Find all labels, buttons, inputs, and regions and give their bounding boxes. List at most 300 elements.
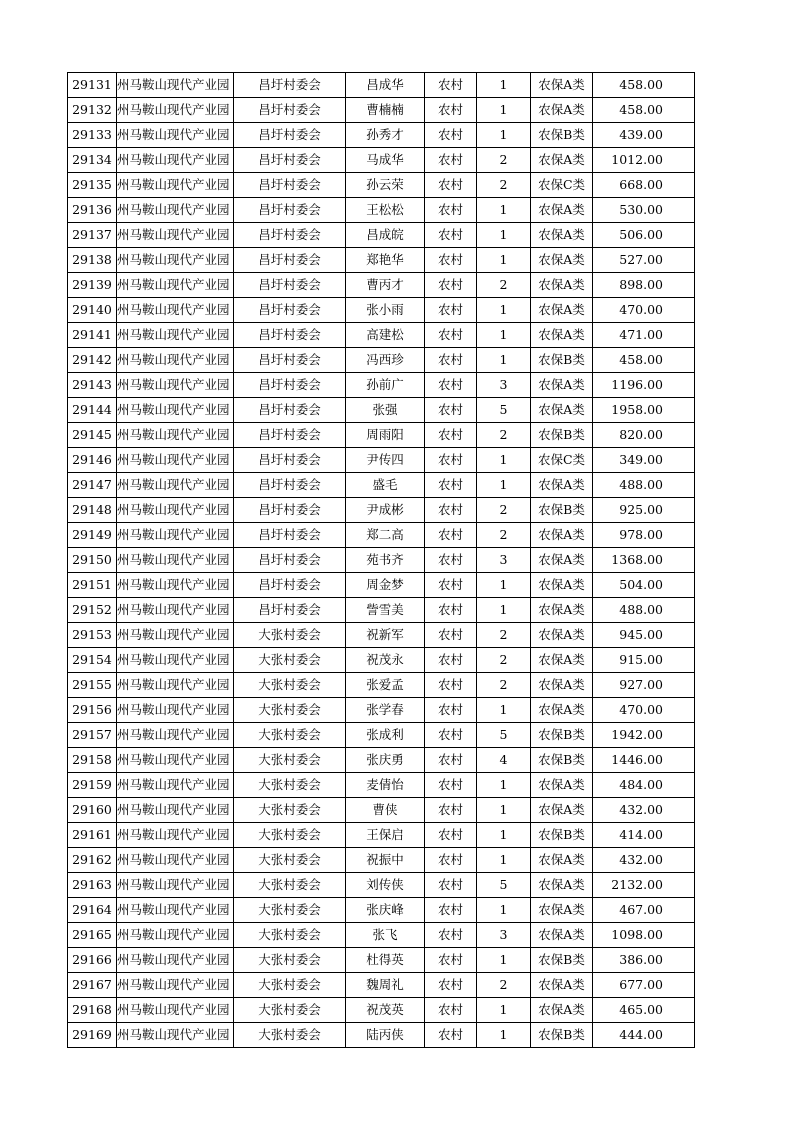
insurance-type-cell: 农保A类	[531, 673, 593, 698]
table-row	[68, 73, 695, 98]
park-name-text: 州马鞍山现代产业园	[117, 452, 230, 467]
table-row	[68, 748, 695, 773]
park-name-text: 州马鞍山现代产业园	[117, 727, 230, 742]
village-committee-cell: 昌圩村委会	[234, 423, 346, 448]
person-name-cell: 祝振中	[346, 848, 425, 873]
amount-cell: 432.00	[593, 798, 695, 823]
village-committee-cell: 大张村委会	[234, 723, 346, 748]
village-committee-cell: 昌圩村委会	[234, 73, 346, 98]
table-row	[68, 998, 695, 1023]
person-name-cell: 张飞	[346, 923, 425, 948]
area-type-cell: 农村	[425, 823, 477, 848]
village-committee-cell: 大张村委会	[234, 698, 346, 723]
amount-cell: 1196.00	[593, 373, 695, 398]
insurance-type-cell: 农保C类	[531, 173, 593, 198]
park-name-cell	[117, 548, 234, 573]
park-name-text: 州马鞍山现代产业园	[117, 602, 230, 617]
table-row	[68, 698, 695, 723]
amount-cell: 504.00	[593, 573, 695, 598]
household-count-cell: 1	[477, 348, 531, 373]
person-name-cell: 周雨阳	[346, 423, 425, 448]
household-count-cell: 2	[477, 523, 531, 548]
record-id-cell: 29140	[68, 298, 117, 323]
area-type-cell: 农村	[425, 973, 477, 998]
park-name-text: 州马鞍山现代产业园	[117, 852, 230, 867]
table-row	[68, 373, 695, 398]
village-committee-cell: 昌圩村委会	[234, 173, 346, 198]
table-row	[68, 498, 695, 523]
record-id-cell: 29146	[68, 448, 117, 473]
area-type-cell: 农村	[425, 1023, 477, 1048]
village-committee-cell: 大张村委会	[234, 773, 346, 798]
record-id-cell: 29144	[68, 398, 117, 423]
insurance-type-cell: 农保A类	[531, 798, 593, 823]
household-count-cell: 1	[477, 73, 531, 98]
table-row	[68, 798, 695, 823]
record-id-cell: 29150	[68, 548, 117, 573]
record-id-cell: 29139	[68, 273, 117, 298]
park-name-cell	[117, 623, 234, 648]
village-committee-cell: 大张村委会	[234, 748, 346, 773]
park-name-cell	[117, 423, 234, 448]
household-count-cell: 1	[477, 323, 531, 348]
village-committee-cell: 昌圩村委会	[234, 198, 346, 223]
park-name-text: 州马鞍山现代产业园	[117, 427, 230, 442]
table-row	[68, 148, 695, 173]
amount-cell: 444.00	[593, 1023, 695, 1048]
person-name-cell: 訾雪美	[346, 598, 425, 623]
amount-cell: 465.00	[593, 998, 695, 1023]
table-row	[68, 673, 695, 698]
insurance-type-cell: 农保A类	[531, 198, 593, 223]
record-id-cell: 29152	[68, 598, 117, 623]
table-row	[68, 648, 695, 673]
amount-cell: 820.00	[593, 423, 695, 448]
village-committee-cell: 昌圩村委会	[234, 523, 346, 548]
park-name-cell	[117, 323, 234, 348]
amount-cell: 414.00	[593, 823, 695, 848]
park-name-text: 州马鞍山现代产业园	[117, 202, 230, 217]
person-name-cell: 曹楠楠	[346, 98, 425, 123]
person-name-cell: 尹传四	[346, 448, 425, 473]
record-id-cell: 29154	[68, 648, 117, 673]
person-name-cell: 张成利	[346, 723, 425, 748]
person-name-cell: 孙秀才	[346, 123, 425, 148]
person-name-cell: 盛毛	[346, 473, 425, 498]
park-name-text: 州马鞍山现代产业园	[117, 952, 230, 967]
household-count-cell: 1	[477, 123, 531, 148]
insurance-type-cell: 农保A类	[531, 998, 593, 1023]
insurance-type-cell: 农保A类	[531, 648, 593, 673]
person-name-cell: 祝新军	[346, 623, 425, 648]
amount-cell: 471.00	[593, 323, 695, 348]
park-name-cell	[117, 798, 234, 823]
amount-cell: 668.00	[593, 173, 695, 198]
park-name-cell	[117, 723, 234, 748]
amount-cell: 432.00	[593, 848, 695, 873]
household-count-cell: 1	[477, 823, 531, 848]
amount-cell: 488.00	[593, 473, 695, 498]
household-count-cell: 1	[477, 573, 531, 598]
area-type-cell: 农村	[425, 473, 477, 498]
insurance-type-cell: 农保A类	[531, 523, 593, 548]
village-committee-cell: 大张村委会	[234, 823, 346, 848]
village-committee-cell: 昌圩村委会	[234, 148, 346, 173]
record-id-cell: 29142	[68, 348, 117, 373]
park-name-text: 州马鞍山现代产业园	[117, 752, 230, 767]
person-name-cell: 高建松	[346, 323, 425, 348]
park-name-text: 州马鞍山现代产业园	[117, 152, 230, 167]
record-id-cell: 29161	[68, 823, 117, 848]
area-type-cell: 农村	[425, 98, 477, 123]
area-type-cell: 农村	[425, 673, 477, 698]
area-type-cell: 农村	[425, 598, 477, 623]
park-name-text: 州马鞍山现代产业园	[117, 927, 230, 942]
park-name-text: 州马鞍山现代产业园	[117, 777, 230, 792]
table-row	[68, 123, 695, 148]
person-name-cell: 杜得英	[346, 948, 425, 973]
park-name-text: 州马鞍山现代产业园	[117, 902, 230, 917]
park-name-text: 州马鞍山现代产业园	[117, 227, 230, 242]
household-count-cell: 1	[477, 248, 531, 273]
village-committee-cell: 大张村委会	[234, 923, 346, 948]
village-committee-cell: 大张村委会	[234, 898, 346, 923]
area-type-cell: 农村	[425, 423, 477, 448]
amount-cell: 898.00	[593, 273, 695, 298]
park-name-cell	[117, 498, 234, 523]
area-type-cell: 农村	[425, 948, 477, 973]
amount-cell: 1958.00	[593, 398, 695, 423]
insurance-type-cell: 农保A类	[531, 73, 593, 98]
person-name-cell: 祝茂英	[346, 998, 425, 1023]
insurance-type-cell: 农保B类	[531, 348, 593, 373]
record-id-cell: 29132	[68, 98, 117, 123]
park-name-text: 州马鞍山现代产业园	[117, 977, 230, 992]
amount-cell: 927.00	[593, 673, 695, 698]
park-name-cell	[117, 1023, 234, 1048]
table-row	[68, 473, 695, 498]
area-type-cell: 农村	[425, 898, 477, 923]
park-name-text: 州马鞍山现代产业园	[117, 577, 230, 592]
insurance-type-cell: 农保A类	[531, 623, 593, 648]
village-committee-cell: 昌圩村委会	[234, 448, 346, 473]
record-id-cell: 29158	[68, 748, 117, 773]
park-name-cell	[117, 948, 234, 973]
park-name-cell	[117, 873, 234, 898]
household-count-cell: 5	[477, 723, 531, 748]
area-type-cell: 农村	[425, 373, 477, 398]
record-id-cell: 29145	[68, 423, 117, 448]
person-name-cell: 郑二高	[346, 523, 425, 548]
household-count-cell: 1	[477, 298, 531, 323]
amount-cell: 1012.00	[593, 148, 695, 173]
record-id-cell: 29160	[68, 798, 117, 823]
park-name-cell	[117, 273, 234, 298]
park-name-text: 州马鞍山现代产业园	[117, 77, 230, 92]
person-name-cell: 苑书齐	[346, 548, 425, 573]
insurance-type-cell: 农保B类	[531, 748, 593, 773]
park-name-cell	[117, 223, 234, 248]
record-id-cell: 29166	[68, 948, 117, 973]
amount-cell: 458.00	[593, 348, 695, 373]
village-committee-cell: 昌圩村委会	[234, 323, 346, 348]
park-name-cell	[117, 73, 234, 98]
village-committee-cell: 大张村委会	[234, 673, 346, 698]
amount-cell: 470.00	[593, 698, 695, 723]
area-type-cell: 农村	[425, 198, 477, 223]
amount-cell: 527.00	[593, 248, 695, 273]
insurance-type-cell: 农保C类	[531, 448, 593, 473]
park-name-cell	[117, 923, 234, 948]
insurance-type-cell: 农保A类	[531, 573, 593, 598]
household-count-cell: 5	[477, 873, 531, 898]
household-count-cell: 1	[477, 848, 531, 873]
park-name-cell	[117, 198, 234, 223]
park-name-text: 州马鞍山现代产业园	[117, 277, 230, 292]
table-row	[68, 773, 695, 798]
amount-cell: 386.00	[593, 948, 695, 973]
person-name-cell: 孙云荣	[346, 173, 425, 198]
record-id-cell: 29164	[68, 898, 117, 923]
area-type-cell: 农村	[425, 223, 477, 248]
household-count-cell: 1	[477, 1023, 531, 1048]
park-name-cell	[117, 123, 234, 148]
person-name-cell: 曹侠	[346, 798, 425, 823]
amount-cell: 439.00	[593, 123, 695, 148]
table-row	[68, 423, 695, 448]
record-id-cell: 29157	[68, 723, 117, 748]
household-count-cell: 5	[477, 398, 531, 423]
table-row	[68, 948, 695, 973]
person-name-cell: 马成华	[346, 148, 425, 173]
park-name-cell	[117, 973, 234, 998]
insurance-type-cell: 农保A类	[531, 598, 593, 623]
insurance-type-cell: 农保B类	[531, 123, 593, 148]
household-count-cell: 1	[477, 998, 531, 1023]
record-id-cell: 29167	[68, 973, 117, 998]
amount-cell: 484.00	[593, 773, 695, 798]
household-count-cell: 2	[477, 973, 531, 998]
table-row	[68, 923, 695, 948]
table-row	[68, 848, 695, 873]
insurance-type-cell: 农保B类	[531, 948, 593, 973]
person-name-cell: 周金梦	[346, 573, 425, 598]
record-id-cell: 29153	[68, 623, 117, 648]
table-row	[68, 248, 695, 273]
person-name-cell: 张强	[346, 398, 425, 423]
village-committee-cell: 昌圩村委会	[234, 398, 346, 423]
record-id-cell: 29156	[68, 698, 117, 723]
person-name-cell: 张小雨	[346, 298, 425, 323]
park-name-text: 州马鞍山现代产业园	[117, 502, 230, 517]
park-name-cell	[117, 98, 234, 123]
insurance-type-cell: 农保B类	[531, 723, 593, 748]
park-name-cell	[117, 748, 234, 773]
area-type-cell: 农村	[425, 923, 477, 948]
record-id-cell: 29141	[68, 323, 117, 348]
area-type-cell: 农村	[425, 73, 477, 98]
village-committee-cell: 昌圩村委会	[234, 348, 346, 373]
area-type-cell: 农村	[425, 273, 477, 298]
insurance-type-cell: 农保A类	[531, 323, 593, 348]
table-row	[68, 823, 695, 848]
record-id-cell: 29136	[68, 198, 117, 223]
park-name-text: 州马鞍山现代产业园	[117, 627, 230, 642]
person-name-cell: 祝茂永	[346, 648, 425, 673]
household-count-cell: 3	[477, 373, 531, 398]
insurance-type-cell: 农保A类	[531, 898, 593, 923]
person-name-cell: 昌成皖	[346, 223, 425, 248]
park-name-text: 州马鞍山现代产业园	[117, 327, 230, 342]
amount-cell: 458.00	[593, 98, 695, 123]
record-id-cell: 29131	[68, 73, 117, 98]
person-name-cell: 张庆勇	[346, 748, 425, 773]
park-name-cell	[117, 698, 234, 723]
household-count-cell: 1	[477, 448, 531, 473]
record-id-cell: 29149	[68, 523, 117, 548]
record-id-cell: 29165	[68, 923, 117, 948]
park-name-text: 州马鞍山现代产业园	[117, 802, 230, 817]
area-type-cell: 农村	[425, 148, 477, 173]
insurance-type-cell: 农保A类	[531, 548, 593, 573]
park-name-text: 州马鞍山现代产业园	[117, 877, 230, 892]
area-type-cell: 农村	[425, 723, 477, 748]
table-row	[68, 223, 695, 248]
household-count-cell: 2	[477, 673, 531, 698]
park-name-cell	[117, 173, 234, 198]
area-type-cell: 农村	[425, 248, 477, 273]
park-name-text: 州马鞍山现代产业园	[117, 652, 230, 667]
park-name-text: 州马鞍山现代产业园	[117, 402, 230, 417]
person-name-cell: 尹成彬	[346, 498, 425, 523]
insurance-type-cell: 农保A类	[531, 873, 593, 898]
park-name-cell	[117, 673, 234, 698]
park-name-cell	[117, 448, 234, 473]
park-name-text: 州马鞍山现代产业园	[117, 677, 230, 692]
insurance-type-cell: 农保A类	[531, 98, 593, 123]
amount-cell: 506.00	[593, 223, 695, 248]
insurance-type-cell: 农保A类	[531, 298, 593, 323]
household-count-cell: 4	[477, 748, 531, 773]
household-count-cell: 2	[477, 623, 531, 648]
village-committee-cell: 大张村委会	[234, 623, 346, 648]
record-id-cell: 29151	[68, 573, 117, 598]
park-name-cell	[117, 473, 234, 498]
insurance-type-cell: 农保A类	[531, 698, 593, 723]
person-name-cell: 孙前广	[346, 373, 425, 398]
park-name-text: 州马鞍山现代产业园	[117, 352, 230, 367]
person-name-cell: 昌成华	[346, 73, 425, 98]
household-count-cell: 1	[477, 948, 531, 973]
person-name-cell: 曹丙才	[346, 273, 425, 298]
area-type-cell: 农村	[425, 523, 477, 548]
village-committee-cell: 昌圩村委会	[234, 273, 346, 298]
person-name-cell: 张爱孟	[346, 673, 425, 698]
park-name-text: 州马鞍山现代产业园	[117, 702, 230, 717]
amount-cell: 349.00	[593, 448, 695, 473]
village-committee-cell: 大张村委会	[234, 873, 346, 898]
record-id-cell: 29135	[68, 173, 117, 198]
amount-cell: 530.00	[593, 198, 695, 223]
table-row	[68, 623, 695, 648]
insurance-type-cell: 农保A类	[531, 473, 593, 498]
village-committee-cell: 昌圩村委会	[234, 548, 346, 573]
record-id-cell: 29155	[68, 673, 117, 698]
table-row	[68, 523, 695, 548]
record-id-cell: 29159	[68, 773, 117, 798]
village-committee-cell: 昌圩村委会	[234, 98, 346, 123]
table-row	[68, 1023, 695, 1048]
table-row	[68, 973, 695, 998]
record-id-cell: 29143	[68, 373, 117, 398]
table-row	[68, 98, 695, 123]
amount-cell: 467.00	[593, 898, 695, 923]
park-name-cell	[117, 848, 234, 873]
park-name-text: 州马鞍山现代产业园	[117, 552, 230, 567]
table-row	[68, 323, 695, 348]
area-type-cell: 农村	[425, 798, 477, 823]
record-id-cell: 29163	[68, 873, 117, 898]
person-name-cell: 郑艳华	[346, 248, 425, 273]
park-name-text: 州马鞍山现代产业园	[117, 252, 230, 267]
park-name-cell	[117, 298, 234, 323]
park-name-cell	[117, 773, 234, 798]
village-committee-cell: 大张村委会	[234, 998, 346, 1023]
park-name-cell	[117, 248, 234, 273]
household-count-cell: 1	[477, 773, 531, 798]
record-id-cell: 29147	[68, 473, 117, 498]
amount-cell: 945.00	[593, 623, 695, 648]
park-name-cell	[117, 598, 234, 623]
village-committee-cell: 昌圩村委会	[234, 573, 346, 598]
village-committee-cell: 昌圩村委会	[234, 598, 346, 623]
amount-cell: 1446.00	[593, 748, 695, 773]
amount-cell: 1942.00	[593, 723, 695, 748]
table-row	[68, 548, 695, 573]
area-type-cell: 农村	[425, 348, 477, 373]
household-count-cell: 2	[477, 148, 531, 173]
area-type-cell: 农村	[425, 998, 477, 1023]
record-id-cell: 29138	[68, 248, 117, 273]
insurance-type-cell: 农保A类	[531, 373, 593, 398]
table-row	[68, 298, 695, 323]
household-count-cell: 1	[477, 198, 531, 223]
table-row	[68, 573, 695, 598]
park-name-text: 州马鞍山现代产业园	[117, 1002, 230, 1017]
park-name-text: 州马鞍山现代产业园	[117, 127, 230, 142]
person-name-cell: 王保启	[346, 823, 425, 848]
household-count-cell: 2	[477, 273, 531, 298]
amount-cell: 2132.00	[593, 873, 695, 898]
area-type-cell: 农村	[425, 448, 477, 473]
person-name-cell: 麦倩怡	[346, 773, 425, 798]
area-type-cell: 农村	[425, 698, 477, 723]
insurance-type-cell: 农保B类	[531, 1023, 593, 1048]
insurance-type-cell: 农保A类	[531, 923, 593, 948]
person-name-cell: 刘传侠	[346, 873, 425, 898]
person-name-cell: 张学春	[346, 698, 425, 723]
insurance-type-cell: 农保A类	[531, 273, 593, 298]
park-name-text: 州马鞍山现代产业园	[117, 1027, 230, 1042]
area-type-cell: 农村	[425, 573, 477, 598]
insurance-type-cell: 农保A类	[531, 773, 593, 798]
area-type-cell: 农村	[425, 773, 477, 798]
park-name-cell	[117, 998, 234, 1023]
village-committee-cell: 昌圩村委会	[234, 498, 346, 523]
household-count-cell: 3	[477, 548, 531, 573]
records-table	[67, 72, 695, 1048]
table-row	[68, 898, 695, 923]
